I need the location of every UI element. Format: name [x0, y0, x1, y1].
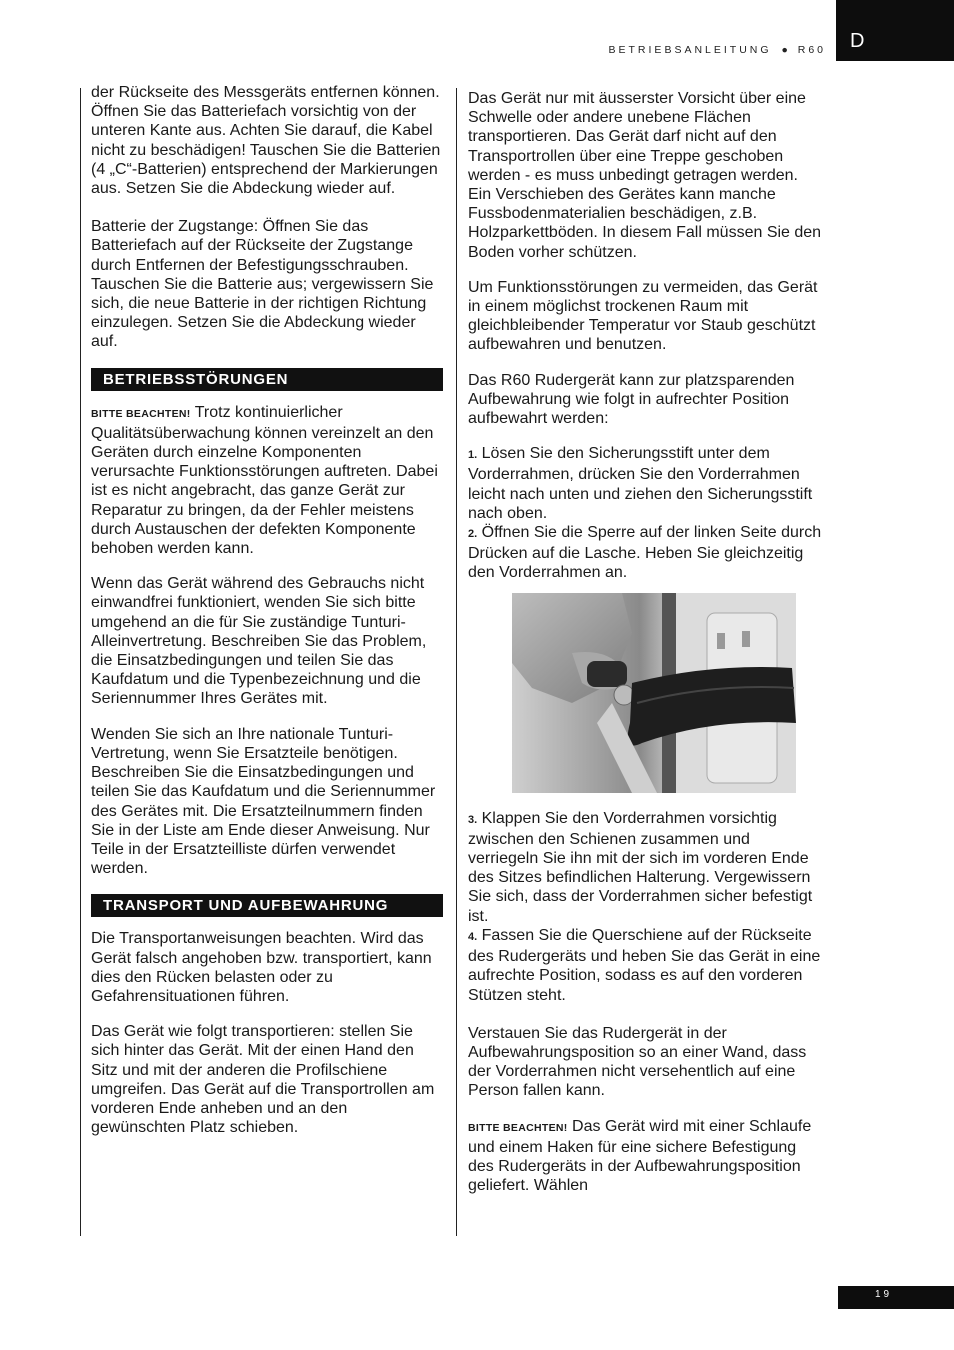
- step-text: Öffnen Sie die Sperre auf der linken Seite durch Drücken auf die Lasche. Heben Sie gleichzeitig den Vorderrahmen an.: [468, 524, 822, 582]
- step-number: 1.: [468, 449, 478, 462]
- paragraph: Das Gerät nur mit äusserster Vorsicht über eine Schwelle oder andere unebene Flächen transportieren. Das Gerät darf nicht auf den Transportrollen über eine Treppe geschoben werden - es muss unbedingt getragen werden. Ein Verschieben des Gerätes kann manche Fussbodenmaterialien beschädigen, z.B. Holzparkettböden. In diesem Fall müssen Sie den Boden vorher schützen.: [468, 90, 822, 261]
- step-number: 4.: [468, 930, 478, 943]
- paragraph: Das Gerät wie folgt transportieren: stellen Sie sich hinter das Gerät. Mit der einen Hand den Sitz und mit der anderen die Profilschiene umgreifen. Das Gerät auf die Transportrollen am vorderen Ende anheben und an den gewünschten Platz schieben.: [91, 1023, 435, 1137]
- step-item: [468, 809, 824, 926]
- left-column-rule: [80, 88, 81, 1236]
- header-bullet: ●: [781, 44, 788, 56]
- step-text: Klappen Sie den Vorderrahmen vorsichtig zwischen den Schienen zusammen und verriegeln Sie ihn mit der sich im vorderen Ende des Sitzes befindlichen Halterung. Vergewissern Sie sich, dass der Vorderrahmen sicher befestigt ist.: [468, 809, 813, 925]
- paragraph: [468, 1117, 824, 1196]
- model-name: R60: [797, 44, 826, 56]
- step-item: [468, 926, 824, 1005]
- note-label: BITTE BEACHTEN!: [91, 407, 191, 420]
- note-text: Trotz kontinuierlicher Qualitätsüberwachung können vereinzelt an den Geräten durch einzelne Komponenten verursachte Funktionsstörungen auftreten. Dabei ist es nicht angebracht, das ganze Gerät zur Reparatur zu bringen, da der Fehler meistens durch Austauschen der defekten Komponente behoben werden kann.: [91, 403, 438, 558]
- note-text: Das Gerät wird mit einer Schlaufe und einem Haken für eine sichere Befestigung des Rudergeräts in der Aufbewahrungsposition geliefert. Wählen: [468, 1117, 812, 1195]
- section-heading-transport: TRANSPORT UND AUFBEWAHRUNG: [91, 894, 443, 917]
- step-text: Lösen Sie den Sicherungsstift unter dem Vorderrahmen, drücken Sie den Vorderrahmen leicht nach unten und ziehen den Sicherungsstift nach oben.: [468, 445, 813, 522]
- language-tab: [836, 0, 954, 61]
- note-label: BITTE BEACHTEN!: [468, 1121, 568, 1134]
- folding-lock-photo: [512, 593, 796, 793]
- step-number: 2.: [468, 528, 478, 541]
- left-column: [91, 83, 443, 1137]
- step-item: [468, 523, 824, 583]
- page-number-tab: [838, 1286, 954, 1309]
- paragraph: Wenn das Gerät während des Gebrauchs nicht einwandfrei funktioniert, wenden Sie sich bitte umgehend an die für Sie zuständige Tunturi-Alleinvertretung. Beschreiben Sie das Problem, die Einsatzbedingungen und teilen Sie das Kaufdatum und die Typenbezeichnung und die Seriennummer Ihres Gerätes mit.: [91, 575, 427, 708]
- paragraph: Das R60 Rudergerät kann zur platzsparenden Aufbewahrung wie folgt in aufrechter Position aufbewahrt werden:: [468, 371, 795, 428]
- step-number: 3.: [468, 813, 478, 826]
- paragraph: Batterie der Zugstange: Öffnen Sie das Batteriefach auf der Rückseite der Zugstange durch Entfernen der Befestigungsschrauben. Tauschen Sie die Batterie aus; vergewissern Sie sich, die neue Batterie in der richtigen Richtung einzulegen. Setzen Sie die Abdeckung wieder auf.: [91, 218, 434, 351]
- paragraph: Die Transportanweisungen beachten. Wird das Gerät falsch angehoben bzw. transportiert, kann dies den Rücken belasten oder zu Gefahrensituationen führen.: [91, 930, 432, 1005]
- paragraph: Um Funktionsstörungen zu vermeiden, das Gerät in einem möglichst trockenen Raum mit gleichbleibender Temperatur vor Staub geschützt aufbewahren und benutzen.: [468, 278, 818, 354]
- section-heading-troubleshooting: BETRIEBSSTÖRUNGEN: [91, 368, 443, 391]
- language-code: D: [850, 30, 865, 52]
- paragraph: Verstauen Sie das Rudergerät in der Aufbewahrungsposition so an einer Wand, dass der Vorderrahmen nicht versehentlich auf eine Person fallen kann.: [468, 1024, 807, 1100]
- paragraph: [91, 403, 443, 559]
- right-column: [468, 89, 824, 1195]
- paragraph: Wenden Sie sich an Ihre nationale Tunturi-Vertretung, wenn Sie Ersatzteile benötigen. Beschreiben Sie die Einsatzbedingungen und teilen Sie das Kaufdatum und die Seriennummer des Gerätes mit. Die Ersatzteilnummern finden Sie in der Liste am Ende dieser Anweisung. Nur Teile in der Ersatzteilliste dürfen verwendet werden.: [91, 725, 436, 878]
- middle-column-rule: [456, 88, 457, 1236]
- paragraph: der Rückseite des Messgeräts entfernen können. Öffnen Sie das Batteriefach vorsichtig von der unteren Kante aus. Achten Sie darauf, die Kabel nicht zu beschädigen! Tauschen Sie die Batterien (4 „C“-Batterien) entsprechend der Markierungen aus. Setzen Sie die Abdeckung wieder auf.: [91, 84, 441, 198]
- step-text: Fassen Sie die Querschiene auf der Rückseite des Rudergeräts und heben Sie das Gerät in eine aufrechte Position, sodass es auf den vorderen Stützen steht.: [468, 926, 821, 1004]
- running-header: [609, 44, 826, 56]
- page-number: 19: [875, 1289, 893, 1300]
- step-item: [468, 444, 824, 523]
- manual-title: BETRIEBSANLEITUNG: [608, 44, 772, 56]
